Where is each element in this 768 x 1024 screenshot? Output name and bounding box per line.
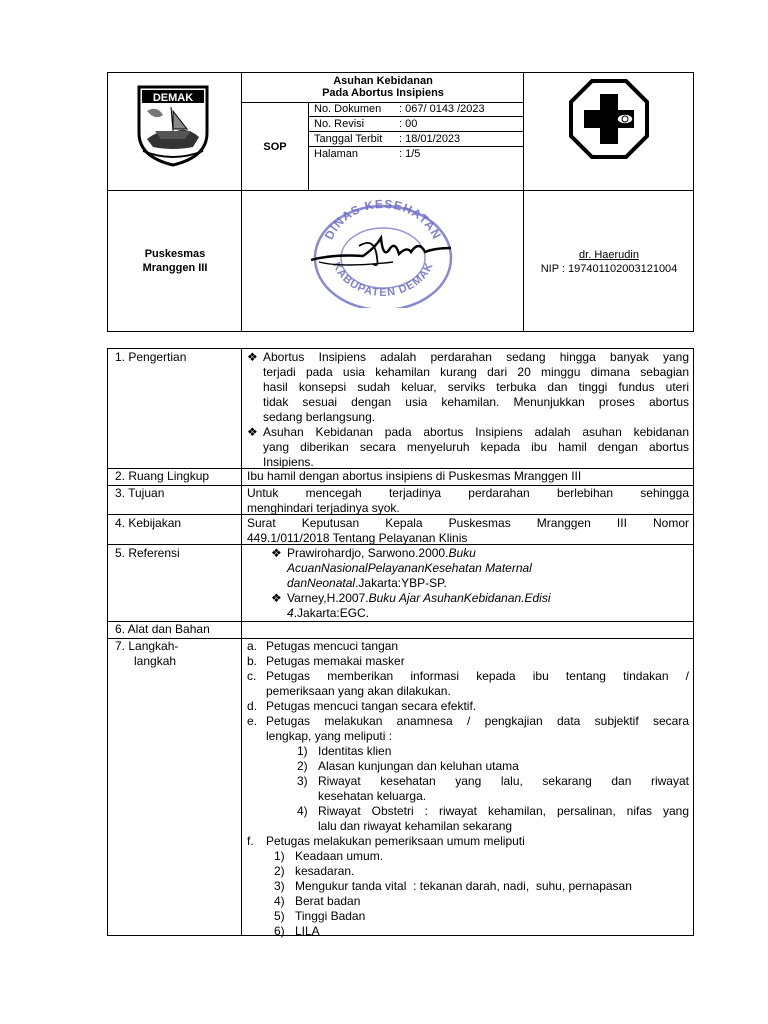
meta-key: No. Revisi <box>314 118 365 130</box>
text-line: 449.1/011/2018 Tentang Pelayanan Klinis <box>247 531 468 545</box>
text-line: Berat badan <box>295 894 361 908</box>
text-line <box>287 546 685 561</box>
step-item <box>247 654 689 669</box>
text-line: Riwayat Obstetri : riwayat kehamilan, persalinan, nifas yang <box>318 804 689 818</box>
text-line: Insipiens. <box>263 455 314 469</box>
sub-step-item <box>247 894 689 909</box>
reference-title: Buku <box>448 546 476 560</box>
step-marker: d. <box>247 699 258 713</box>
meta-row <box>308 102 524 117</box>
sub-step-item <box>247 879 689 894</box>
header-divider <box>108 190 693 191</box>
text-line: Abortus Insipiens adalah perdarahan sedang hingga banyak yang <box>263 350 689 364</box>
table-divider <box>241 349 242 935</box>
reference-text: Prawirohardjo, Sarwono.2000. <box>287 546 449 560</box>
row-label-langkah <box>115 639 178 669</box>
signer-name: dr. Haerudin <box>579 249 639 261</box>
text-line: LILA <box>295 924 320 938</box>
row-content-referensi <box>271 546 685 621</box>
row-label-tujuan: 3. Tujuan <box>115 486 165 500</box>
meta-row <box>308 132 524 147</box>
reference-text: Varney,H.2007. <box>287 591 369 605</box>
sub-step-item <box>247 759 689 774</box>
row-label-kebijakan: 4. Kebijakan <box>115 516 182 530</box>
step-marker: e. <box>247 714 258 728</box>
row-content-ruang-lingkup: Ibu hamil dengan abortus insipiens di Puskesmas Mranggen III <box>247 469 582 483</box>
meta-value: : 00 <box>399 118 418 130</box>
row-label-alat-dan-bahan: 6. Alat dan Bahan <box>115 622 210 636</box>
sub-step-item <box>247 924 689 939</box>
document-meta <box>308 102 524 161</box>
sub-step-marker: 6) <box>274 924 285 938</box>
sub-step-marker: 1) <box>297 744 308 758</box>
label-line: 7. Langkah- <box>115 639 179 653</box>
sub-step-item <box>247 864 689 879</box>
facility-line-2: Mranggen III <box>142 262 208 274</box>
text-line: terjadi pada usia kehamilan kurang dari 20 minggu dimana sebagian <box>263 365 689 379</box>
step-marker: f. <box>247 834 254 848</box>
text-line: yang diberikan secara menyeluruh kepada ibu hamil dengan abortus <box>263 440 689 454</box>
sub-step-marker: 3) <box>297 774 308 788</box>
stamp-bottom-text: KABUPATEN DEMAK <box>330 260 436 299</box>
text-line: lalu dan riwayat kehamilan sekarang <box>318 819 513 833</box>
text-line: hasil konsepsi sudah keluar, serviks terbuka dan tinggi fundus uteri <box>263 380 689 394</box>
sub-step-marker: 2) <box>297 759 308 773</box>
facility-name <box>108 247 242 275</box>
reference-item <box>271 591 685 621</box>
sop-content-table <box>107 348 694 936</box>
row-content-pengertian <box>247 350 689 470</box>
sop-header-table <box>107 72 694 332</box>
step-item <box>247 714 689 744</box>
sub-step-marker: 4) <box>274 894 285 908</box>
row-label-pengertian: 1. Pengertian <box>115 350 187 364</box>
meta-value: : 1/5 <box>399 148 421 160</box>
reference-title: 4 <box>287 606 294 620</box>
step-item <box>247 669 689 699</box>
demak-regency-logo <box>133 81 213 172</box>
text-line: Petugas memakai masker <box>266 654 405 668</box>
text-line: Petugas melakukan anamnesa / pengkajian data subjektif secara <box>266 714 689 728</box>
text-line: Tinggi Badan <box>295 909 366 923</box>
step-marker: c. <box>247 669 257 683</box>
text-line: Surat Keputusan Kepala Puskesmas Mranggen III Nomor <box>247 516 689 530</box>
sub-step-item <box>247 774 689 804</box>
logo-text: DEMAK <box>152 92 194 104</box>
text-line: tidak sesuai dengan usia kehamilan. Menunjukkan proses abortus <box>263 395 689 409</box>
diamond-bullet-icon: ❖ <box>271 546 282 560</box>
text-line: Petugas mencuci tangan <box>266 639 399 653</box>
sub-step-marker: 5) <box>274 909 285 923</box>
stamp-top-text: DINAS KESEHATAN <box>321 198 445 242</box>
text-line <box>287 576 685 591</box>
text-line: Petugas memberikan informasi kepada ibu tentang tindakan / <box>266 669 689 683</box>
sub-step-marker: 3) <box>274 879 285 893</box>
text-line: Petugas melakukan pemeriksaan umum meliputi <box>266 834 525 848</box>
text-line: Alasan kunjungan dan keluhan utama <box>318 759 519 773</box>
puskesmas-logo <box>568 78 650 165</box>
bullet-item <box>247 425 689 470</box>
sub-step-item <box>247 909 689 924</box>
text-line <box>287 561 685 576</box>
diamond-bullet-icon: ❖ <box>247 350 258 364</box>
meta-row <box>308 117 524 132</box>
title-line-1: Asuhan Kebidanan <box>333 75 433 87</box>
step-item <box>247 699 689 714</box>
meta-row <box>308 147 524 161</box>
bullet-item <box>247 350 689 425</box>
reference-text: .Jakarta:EGC. <box>293 606 370 620</box>
step-marker: b. <box>247 654 258 668</box>
meta-value: : 18/01/2023 <box>399 133 461 145</box>
text-line: Untuk mencegah terjadinya perdarahan berlebihan sehingga <box>247 486 689 500</box>
sub-step-marker: 4) <box>297 804 308 818</box>
text-line <box>287 606 685 621</box>
meta-value: : 067/ 0143 /2023 <box>399 103 485 115</box>
text-line: Identitas klien <box>318 744 392 758</box>
signer-nip: NIP : 197401102003121004 <box>540 263 678 275</box>
row-content-tujuan <box>247 486 689 516</box>
step-item <box>247 639 689 654</box>
reference-title: Buku Ajar AsuhanKebidanan.Edisi <box>368 591 551 605</box>
facility-line-1: Puskesmas <box>144 248 206 260</box>
text-line: Mengukur tanda vital : tekanan darah, nadi, suhu, pernapasan <box>295 879 632 893</box>
text-line: Asuhan Kebidanan pada abortus Insipiens adalah asuhan kebidanan <box>263 425 689 439</box>
diamond-bullet-icon: ❖ <box>247 425 258 439</box>
text-line: kesadaran. <box>295 864 355 878</box>
diamond-bullet-icon: ❖ <box>271 591 282 605</box>
sop-label: SOP <box>263 141 287 153</box>
text-line: kesehatan keluarga. <box>318 789 427 803</box>
step-item <box>247 834 689 849</box>
row-label-ruang-lingkup: 2. Ruang Lingkup <box>115 469 210 483</box>
step-marker: a. <box>247 639 258 653</box>
title-line-2: Pada Abortus Insipiens <box>322 87 444 99</box>
text-line: menghindari terjadinya syok. <box>247 501 400 515</box>
text-line: Keadaan umum. <box>295 849 384 863</box>
reference-text: .Jakarta:YBP-SP. <box>355 576 447 590</box>
svg-text:DINAS KESEHATAN <box>322 198 444 242</box>
meta-key: No. Dokumen <box>314 103 382 115</box>
signer-block <box>524 248 694 276</box>
text-line: lengkap, yang meliputi : <box>266 729 393 743</box>
official-stamp-with-signature <box>303 198 463 313</box>
text-line: pemeriksaan yang akan dilakukan. <box>266 684 451 698</box>
row-content-langkah <box>247 639 689 939</box>
text-line: Riwayat kesehatan yang lalu, sekarang dan riwayat <box>318 774 689 788</box>
text-line: sedang berlangsung. <box>263 410 376 424</box>
label-line: langkah <box>134 654 177 668</box>
reference-title: danNeonatal <box>287 576 356 590</box>
reference-item <box>271 546 685 591</box>
text-line: Petugas mencuci tangan secara efektif. <box>266 699 477 713</box>
meta-key: Halaman <box>314 148 359 160</box>
row-label-referensi: 5. Referensi <box>115 546 180 560</box>
sub-step-marker: 2) <box>274 864 285 878</box>
sub-step-item <box>247 849 689 864</box>
row-content-kebijakan <box>247 516 689 546</box>
document-title <box>242 73 524 99</box>
meta-key: Tanggal Terbit <box>314 133 383 145</box>
sub-step-marker: 1) <box>274 849 285 863</box>
sub-step-item <box>247 804 689 834</box>
sub-step-item <box>247 744 689 759</box>
text-line <box>287 591 685 606</box>
svg-text:KABUPATEN DEMAK <box>330 260 436 299</box>
reference-title: AcuanNasionalPelayananKesehatan Maternal <box>287 561 532 575</box>
